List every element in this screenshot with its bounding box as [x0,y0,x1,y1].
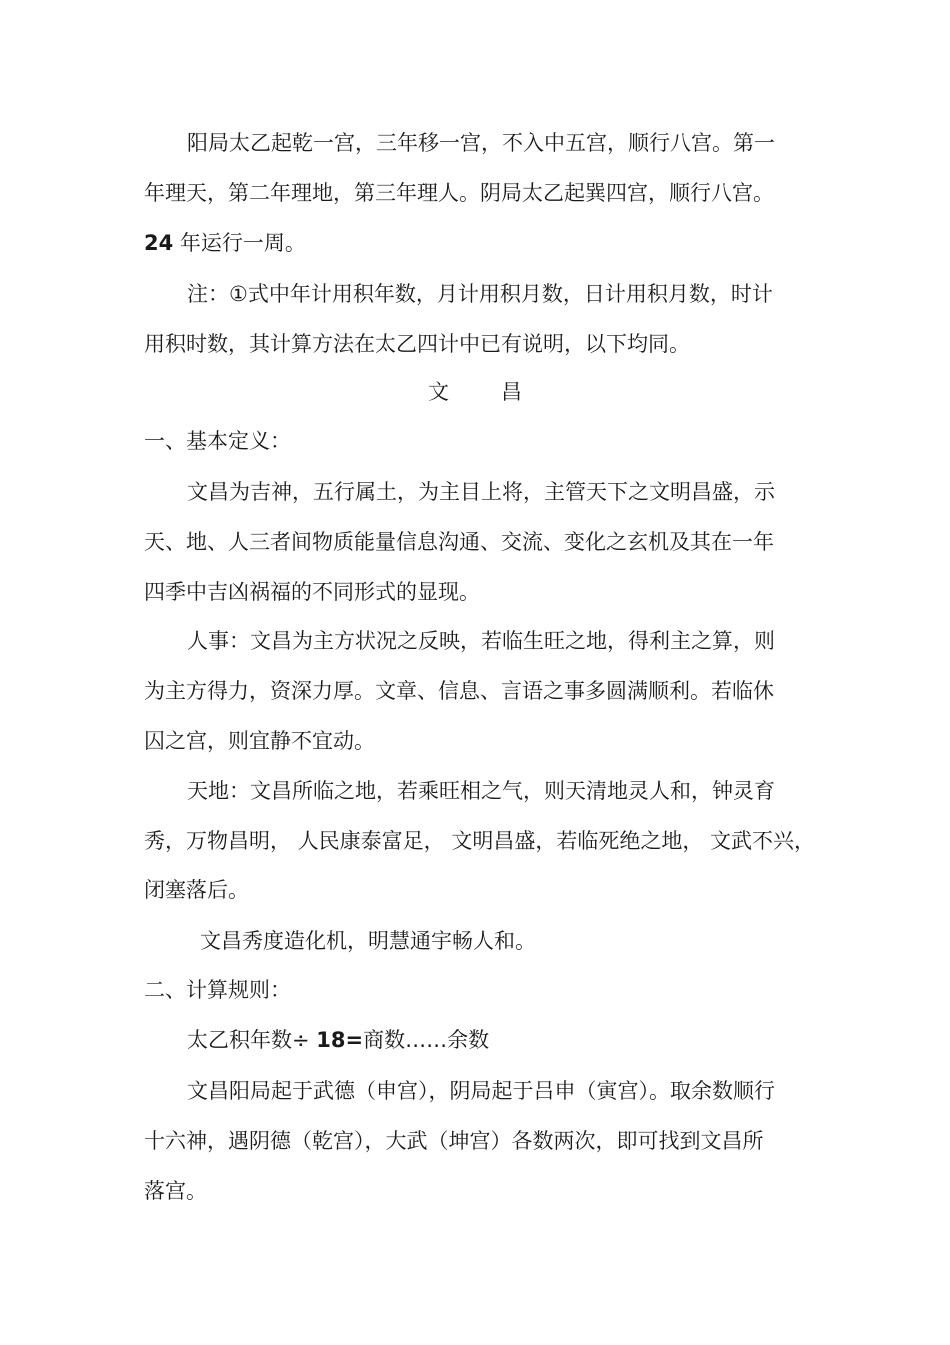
title-char: 昌 [501,380,522,404]
paragraph-line: 十六神，遇阴德（乾宫），大武（坤宫）各数两次，即可找到文昌所 [144,1129,764,1153]
paragraph-line: 阳局太乙起乾一宫，三年移一宫，不入中五宫，顺行八宫。第一 [187,131,775,155]
year-count: 24 [144,231,174,255]
formula-text: 商数……余数 [363,1028,490,1052]
verse-line: 文昌秀度造化机，明慧通宇畅人和。 [200,929,536,953]
part2-heading: 二、计算规则： [144,978,291,1002]
paragraph-line: 四季中吉凶祸福的不同形式的显现。 [144,580,480,604]
formula-text: 太乙积年数÷ [187,1028,317,1052]
paragraph-line: 文昌为吉神，五行属土，为主目上将，主管天下之文明昌盛，示 [187,480,775,504]
paragraph-line: 文昌阳局起于武德（申宫），阴局起于吕申（寅宫）。取余数顺行 [187,1079,775,1103]
part1-heading: 一、基本定义： [144,429,291,453]
paragraph-line: 人事：文昌为主方状况之反映，若临生旺之地，得利主之算，则 [187,629,775,653]
title-char: 文 [428,380,449,404]
paragraph-text: 年运行一周。 [179,231,306,255]
paragraph-line: 天地：文昌所临之地，若乘旺相之气，则天清地灵人和，钟灵育 [187,779,775,803]
formula-line [187,1026,489,1054]
paragraph-line: 天、地、人三者间物质能量信息沟通、交流、变化之玄机及其在一年 [144,530,774,554]
note-line: 注：①式中年计用积年数，月计用积月数，日计用积月数，时计 [187,282,773,306]
section-title [0,378,950,406]
note-line: 用积时数，其计算方法在太乙四计中已有说明，以下均同。 [144,332,690,356]
paragraph-line: 闭塞落后。 [144,878,249,902]
paragraph-line: 落宫。 [144,1179,207,1203]
formula-divisor: 18= [316,1028,364,1052]
paragraph-line: 年理天，第二年理地，第三年理人。阴局太乙起巽四宫，顺行八宫。 [144,181,774,205]
paragraph-line: 秀，万物昌明， 人民康泰富足， 文明昌盛，若临死绝之地， 文武不兴， [144,829,816,853]
paragraph-line: 囚之宫，则宜静不宜动。 [144,729,375,753]
paragraph-line [144,229,306,257]
paragraph-line: 为主方得力，资深力厚。文章、信息、言语之事多圆满顺利。若临休 [144,679,774,703]
